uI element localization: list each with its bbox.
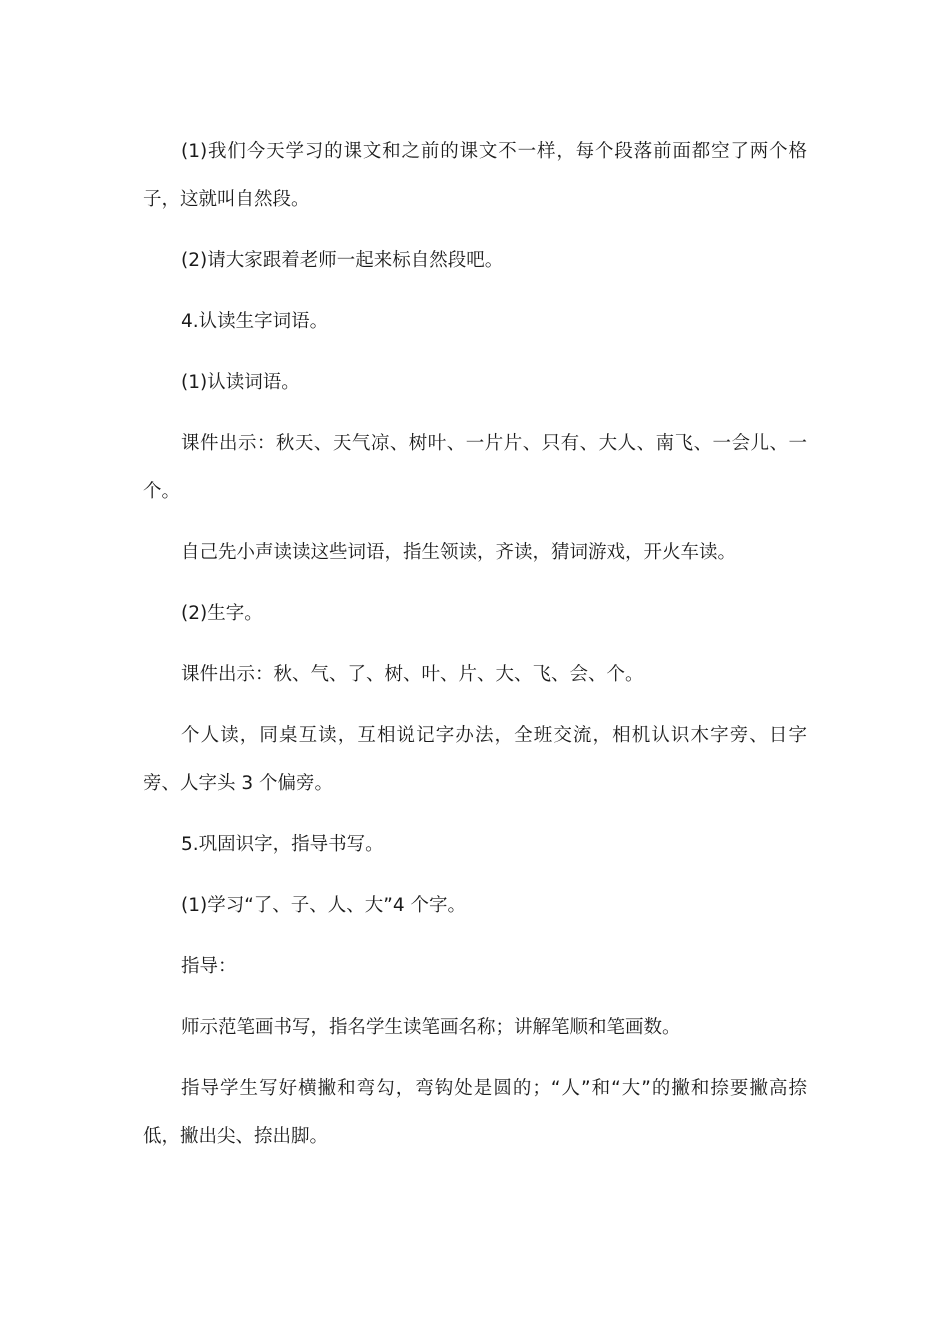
paragraph-stroke-guidance: 指导学生写好横撇和弯勾，弯钩处是圆的；“人”和“大”的撇和捺要撇高捺低，撇出尖、捺出脚。 bbox=[143, 1078, 807, 1147]
paragraph-step-5-heading: 5.巩固识字，指导书写。 bbox=[181, 834, 384, 855]
paragraph-step-4-heading: 4.认读生字词语。 bbox=[181, 311, 329, 332]
paragraph-mark-paragraphs: (2)请大家跟着老师一起来标自然段吧。 bbox=[181, 250, 504, 271]
paragraph-natural-paragraph-intro: (1)我们今天学习的课文和之前的课文不一样，每个段落前面都空了两个格子，这就叫自然段。 bbox=[143, 141, 807, 210]
paragraph-radicals: 个人读，同桌互读，互相说记字办法，全班交流，相机认识木字旁、日字旁、人字头 3 个偏旁。 bbox=[143, 725, 807, 794]
paragraph-read-words-heading: (1)认读词语。 bbox=[181, 372, 300, 393]
paragraph-new-characters-heading: (2)生字。 bbox=[181, 603, 263, 624]
paragraph-learn-four-characters: (1)学习“了、子、人、大”4 个字。 bbox=[181, 895, 467, 916]
paragraph-courseware-characters: 课件出示：秋、气、了、树、叶、片、大、飞、会、个。 bbox=[181, 664, 644, 685]
paragraph-guidance-label: 指导： bbox=[181, 956, 237, 977]
document-body bbox=[143, 128, 807, 1174]
paragraph-courseware-words: 课件出示：秋天、天气凉、树叶、一片片、只有、大人、南飞、一会儿、一个。 bbox=[143, 433, 807, 502]
paragraph-teacher-demo: 师示范笔画书写，指名学生读笔画名称；讲解笔顺和笔画数。 bbox=[181, 1017, 681, 1038]
paragraph-reading-activities: 自己先小声读读这些词语，指生领读，齐读，猜词游戏，开火车读。 bbox=[181, 542, 737, 563]
